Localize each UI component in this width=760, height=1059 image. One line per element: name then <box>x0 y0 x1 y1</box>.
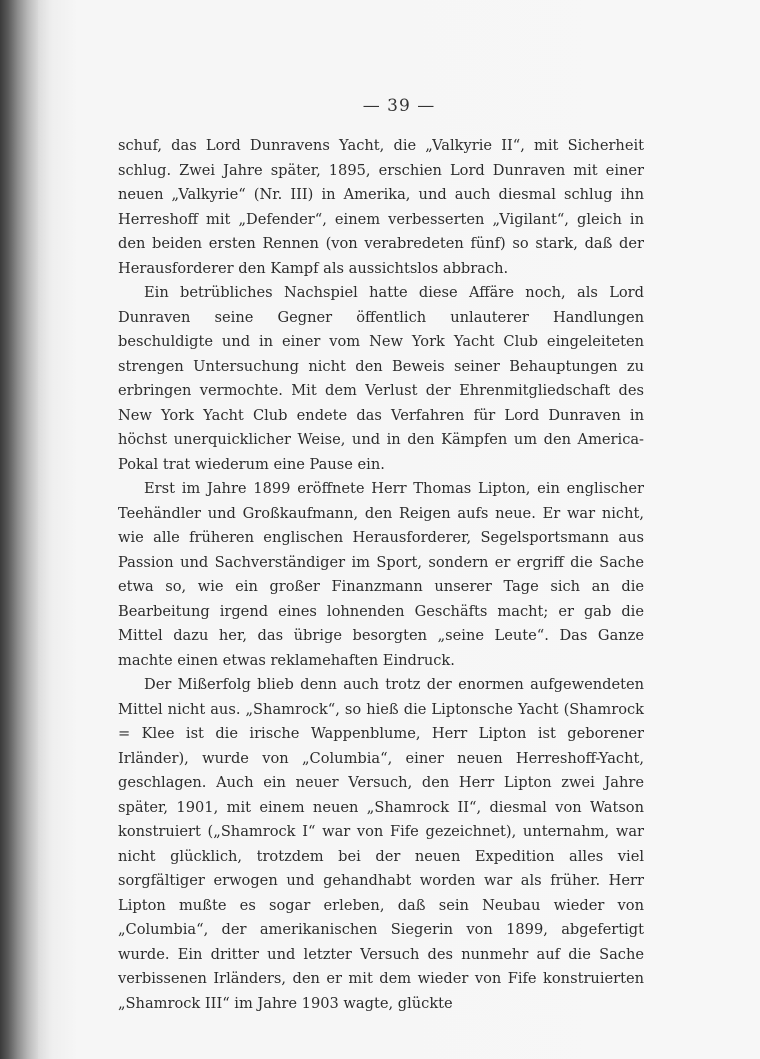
paragraph-3: Erst im Jahre 1899 eröffnete Herr Thomas Lipton, ein englischer Teehändler und Großkaufmann, den Reigen aufs neue. Er war nicht, wie alle früheren englischen Herausforderer, Segelsportsmann aus Passion und Sachverständiger im Sport, sondern er ergriff die Sache etwa so, wie ein großer Finanzmann unserer Tage sich an die Bearbeitung irgend eines lohnenden Geschäfts macht; er gab die Mittel dazu her, das übrige besorgten „seine Leute“. Das Ganze machte einen etwas reklamehaften Eindruck. <box>118 480 644 669</box>
page-number: — 39 — <box>362 96 436 116</box>
book-gutter <box>0 0 38 1059</box>
paragraph-2: Ein betrübliches Nachspiel hatte diese Affäre noch, als Lord Dunraven seine Gegner öffentlich unlauterer Handlungen beschuldigte und in einer vom New York Yacht Club eingeleiteten strengen Untersuchung nicht den Beweis seiner Behauptungen zu erbringen vermochte. Mit dem Verlust der Ehrenmitgliedschaft des New York Yacht Club endete das Verfahren für Lord Dunraven in höchst unerquicklicher Weise, und in den Kämpfen um den America-Pokal trat wiederum eine Pause ein. <box>118 284 644 473</box>
body-text <box>118 134 644 1016</box>
paragraph-1: schuf, das Lord Dunravens Yacht, die „Valkyrie II“, mit Sicherheit schlug. Zwei Jahre später, 1895, erschien Lord Dunraven mit einer neuen „Valkyrie“ (Nr. III) in Amerika, und auch diesmal schlug ihn Herreshoff mit „Defender“, einem verbesserten „Vigilant“, gleich in den beiden ersten Rennen (von verabredeten fünf) so stark, daß der Herausforderer den Kampf als aussichtslos abbrach. <box>118 137 644 277</box>
paragraph-4: Der Mißerfolg blieb denn auch trotz der enormen aufgewendeten Mittel nicht aus. „Shamrock“, so hieß die Liptonsche Yacht (Shamrock = Klee ist die irische Wappenblume, Herr Lipton ist geborener Irländer), wurde von „Columbia“, einer neuen Herreshoff-Yacht, geschlagen. Auch ein neuer Versuch, den Herr Lipton zwei Jahre später, 1901, mit einem neuen „Shamrock II“, diesmal von Watson konstruiert („Shamrock I“ war von Fife gezeichnet), unternahm, war nicht glücklich, trotzdem bei der neuen Expedition alles viel sorgfältiger erwogen und gehandhabt worden war als früher. Herr Lipton mußte es sogar erleben, daß sein Neubau wieder von „Columbia“, der amerikanischen Siegerin von 1899, abgefertigt wurde. Ein dritter und letzter Versuch des nunmehr auf die Sache verbissenen Irländers, den er mit dem wieder von Fife konstruierten „Shamrock III“ im Jahre 1903 wagte, glückte <box>118 676 644 1012</box>
